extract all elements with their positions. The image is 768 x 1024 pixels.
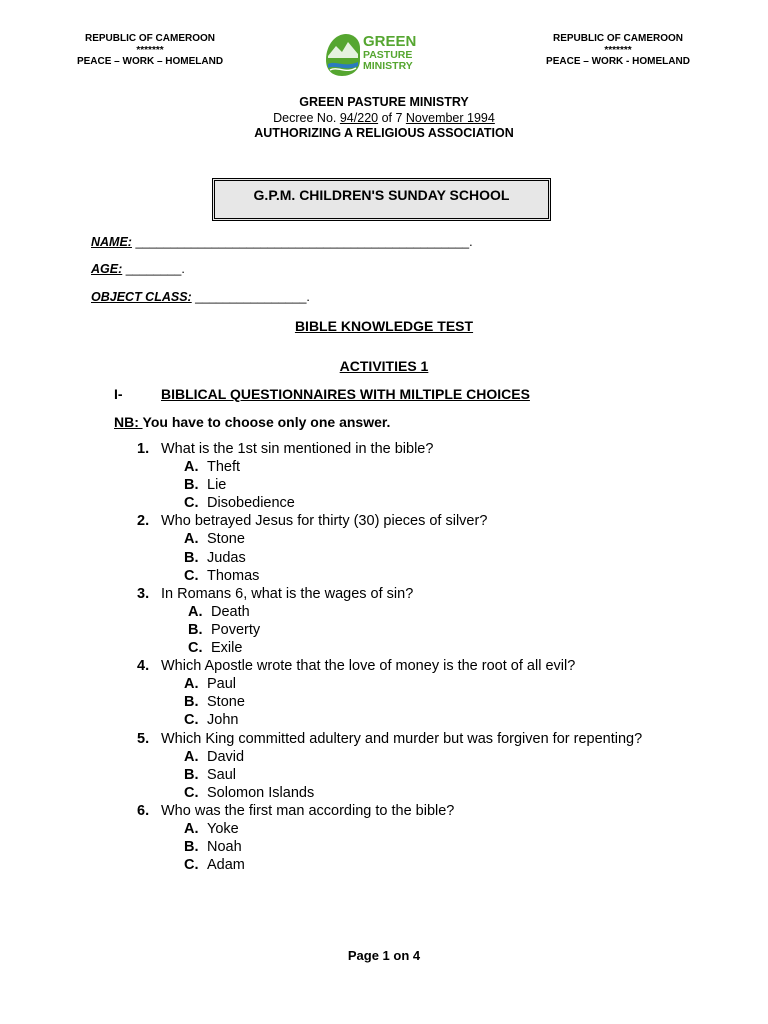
option-letter: A. (188, 603, 203, 620)
option-letter: B. (184, 477, 199, 494)
country-name-left: REPUBLIC OF CAMEROON (85, 33, 215, 44)
stars-left: ******* (136, 44, 164, 56)
age-label: AGE: (91, 262, 123, 276)
stars-right: ******* (604, 44, 632, 56)
answer-option (0, 640, 768, 658)
school-title-box (212, 178, 551, 221)
section-roman: I- (114, 386, 123, 402)
option-letter: A. (184, 820, 199, 837)
option-letter: B. (184, 839, 199, 856)
section-title: BIBLICAL QUESTIONNAIRES WITH MILTIPLE CHOICES (161, 386, 530, 402)
option-text: Noah (207, 839, 242, 856)
authorizing-line: AUTHORIZING A RELIGIOUS ASSOCIATION (254, 126, 514, 140)
option-text: Paul (207, 676, 237, 693)
question-item (0, 658, 768, 676)
answer-option (0, 676, 768, 694)
decree-date: November 1994 (405, 110, 495, 125)
question-item (0, 803, 768, 821)
decree-number: 94/220 (339, 110, 379, 125)
logo-graphic (320, 26, 430, 78)
school-title: G.P.M. CHILDREN'S SUNDAY SCHOOL (253, 187, 510, 203)
question-number: 1. (137, 441, 150, 457)
option-text: David (207, 748, 245, 765)
answer-option (0, 495, 768, 513)
option-letter: C. (184, 712, 199, 729)
name-blank: ________________________________________________. (131, 235, 473, 249)
question-number: 3. (137, 585, 150, 602)
answer-option (0, 712, 768, 730)
answer-option (0, 568, 768, 586)
section-heading (114, 386, 530, 402)
question-text: Which King committed adultery and murder but was forgiven for repenting? (161, 730, 643, 747)
answer-option (0, 459, 768, 477)
activity-title: ACTIVITIES 1 (339, 358, 429, 374)
option-text: Lie (207, 477, 227, 494)
option-letter: C. (184, 567, 199, 584)
option-letter: C. (184, 495, 199, 512)
logo-text-pasture: PASTURE (363, 49, 413, 61)
option-text: Stone (207, 531, 245, 548)
answer-option (0, 622, 768, 640)
option-text: Judas (207, 549, 246, 566)
question-number: 4. (137, 658, 150, 675)
option-letter: A. (184, 676, 199, 693)
question-item (0, 586, 768, 604)
option-text: Stone (207, 694, 245, 711)
name-label: NAME: (91, 235, 132, 249)
object-class-blank: ________________. (191, 290, 310, 304)
answer-option (0, 749, 768, 767)
option-text: Saul (207, 766, 237, 783)
object-class-label: OBJECT CLASS: (91, 290, 192, 304)
decree-prefix: Decree No. (273, 110, 340, 125)
option-text: Disobedience (207, 495, 295, 512)
object-class-field (91, 290, 310, 304)
option-text: Yoke (207, 820, 239, 837)
question-text: Who betrayed Jesus for thirty (30) pieces of silver? (161, 513, 488, 530)
option-text: Adam (207, 857, 245, 874)
decree-block (0, 95, 768, 142)
option-letter: B. (184, 766, 199, 783)
question-text: What is the 1st sin mentioned in the bible? (161, 441, 434, 457)
option-text: John (207, 712, 239, 729)
answer-option (0, 531, 768, 549)
question-text: In Romans 6, what is the wages of sin? (161, 585, 414, 602)
answer-option (0, 857, 768, 875)
question-number: 6. (137, 802, 150, 819)
question-item (0, 441, 768, 459)
option-letter: B. (184, 549, 199, 566)
header-left (40, 33, 260, 68)
option-text: Poverty (211, 621, 261, 638)
green-pasture-logo (320, 26, 430, 78)
answer-option (0, 839, 768, 857)
org-name: GREEN PASTURE MINISTRY (299, 95, 469, 109)
option-letter: A. (184, 459, 199, 476)
option-letter: C. (184, 784, 199, 801)
decree-line (0, 111, 768, 127)
option-text: Exile (211, 640, 243, 657)
country-name-right: REPUBLIC OF CAMEROON (553, 33, 683, 44)
decree-of: of 7 (378, 110, 406, 125)
option-letter: C. (188, 640, 203, 657)
question-item (0, 513, 768, 531)
answer-option (0, 550, 768, 568)
nb-note (114, 414, 390, 430)
test-title: BIBLE KNOWLEDGE TEST (294, 318, 474, 334)
motto-right: PEACE – WORK - HOMELAND (546, 56, 690, 67)
logo-text-ministry: MINISTRY (363, 60, 413, 72)
option-text: Death (211, 603, 250, 620)
header-right (508, 33, 728, 68)
option-text: Theft (207, 459, 241, 476)
option-text: Thomas (207, 567, 260, 584)
answer-option (0, 694, 768, 712)
nb-label: NB: (114, 414, 143, 430)
answer-option (0, 785, 768, 803)
answer-option (0, 604, 768, 622)
option-letter: C. (184, 857, 199, 874)
age-field (91, 262, 185, 276)
age-blank: ________. (122, 262, 185, 276)
question-item (0, 731, 768, 749)
nb-text: You have to choose only one answer. (142, 414, 391, 430)
question-text: Which Apostle wrote that the love of money is the root of all evil? (161, 658, 576, 675)
answer-option (0, 821, 768, 839)
page-footer: Page 1 on 4 (347, 948, 421, 963)
question-list (0, 441, 768, 875)
logo-text-green: GREEN (363, 33, 417, 50)
motto-left: PEACE – WORK – HOMELAND (76, 56, 224, 67)
question-text: Who was the first man according to the bible? (161, 802, 455, 819)
answer-option (0, 767, 768, 785)
option-text: Solomon Islands (207, 784, 315, 801)
option-letter: B. (184, 694, 199, 711)
option-letter: A. (184, 531, 199, 548)
question-number: 2. (137, 513, 150, 530)
option-letter: B. (188, 621, 203, 638)
answer-option (0, 477, 768, 495)
name-field (91, 235, 473, 249)
option-letter: A. (184, 748, 199, 765)
question-number: 5. (137, 730, 150, 747)
